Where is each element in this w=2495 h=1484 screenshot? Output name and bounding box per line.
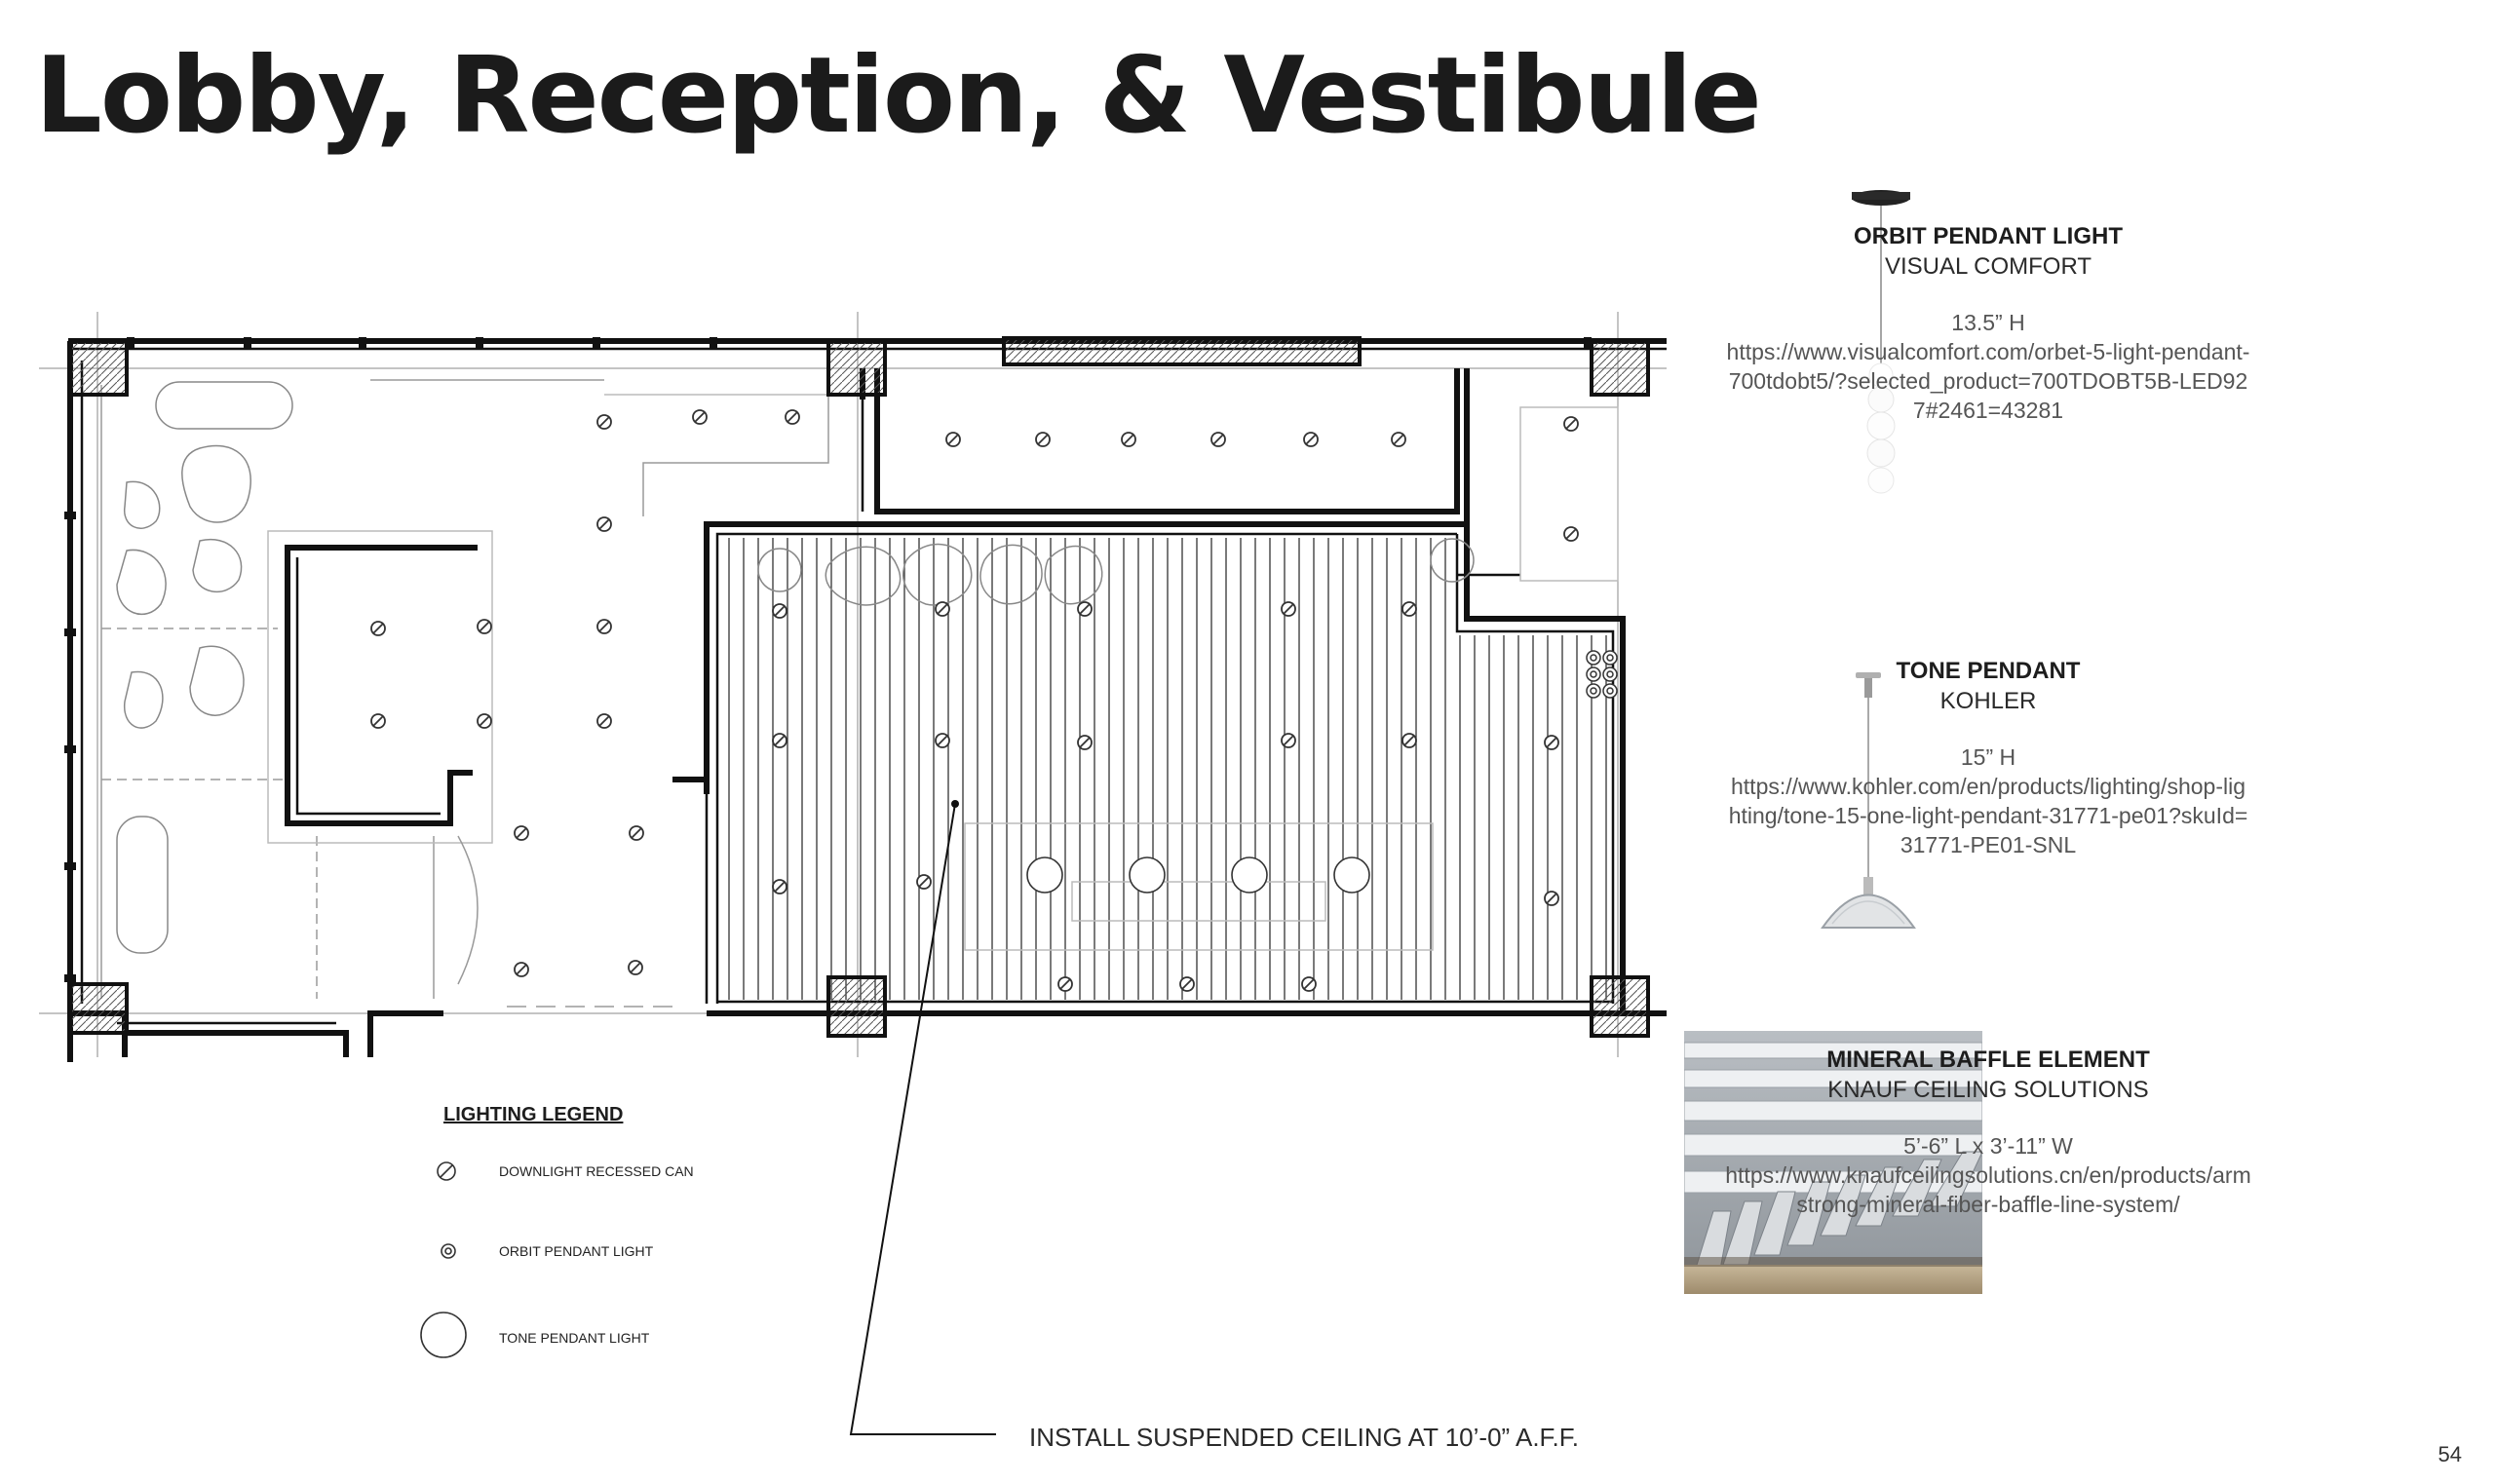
downlight-fixture: [1180, 977, 1194, 991]
downlight-fixture: [1282, 734, 1295, 747]
legend-title: LIGHTING LEGEND: [443, 1104, 624, 1125]
tone-pendant-fixtures: [1027, 857, 1369, 893]
downlight-fixture: [478, 714, 491, 728]
fixture-tone-pendant: [1725, 656, 2251, 860]
downlight-fixture: [515, 826, 528, 840]
walls: [68, 341, 1667, 1062]
downlight-fixture: [1122, 433, 1135, 446]
fixture-maker: KOHLER: [1939, 688, 2037, 715]
legend-label-orbit: ORBIT PENDANT LIGHT: [499, 1243, 654, 1259]
page-title: Lobby, Reception, & Vestibule: [35, 35, 1760, 157]
fixture-maker: KNAUF CEILING SOLUTIONS: [1827, 1077, 2149, 1104]
downlight-fixture: [597, 415, 611, 429]
downlight-fixture: [773, 734, 787, 747]
downlight-fixture: [1078, 602, 1092, 616]
downlight-fixture: [1545, 736, 1558, 749]
fixture-url[interactable]: https://www.knaufceilingsolutions.cn/en/products/armstrong-mineral-fiber-baffle-line-system/: [1725, 1162, 2251, 1218]
orbit-pendant-cluster: [1587, 651, 1617, 698]
fixture-name: TONE PENDANT: [1896, 658, 2081, 684]
downlight-fixture: [1304, 433, 1318, 446]
downlight-fixture: [1036, 433, 1050, 446]
legend-symbols: [421, 1162, 466, 1357]
tone-pendant-symbol: [421, 1313, 466, 1357]
downlight-fixture: [629, 961, 642, 974]
downlight-fixture: [1078, 736, 1092, 749]
ceiling-callout: INSTALL SUSPENDED CEILING AT 10’-0” A.F.F.: [1029, 1423, 1579, 1452]
fixture-dimension: 15” H: [1960, 744, 2016, 771]
downlight-fixture: [1564, 527, 1578, 541]
ceiling-slats: [729, 538, 1606, 1000]
legend-label-tone: TONE PENDANT LIGHT: [499, 1330, 650, 1346]
downlight-fixture: [917, 875, 931, 889]
downlight-fixture: [597, 620, 611, 633]
downlight-fixture: [1392, 433, 1405, 446]
downlight-fixture: [936, 602, 949, 616]
downlight-fixture: [1402, 734, 1416, 747]
interior-lines: [101, 380, 1618, 1007]
columns: [70, 338, 1648, 1036]
downlight-fixture: [773, 880, 787, 894]
thin-walls: [68, 349, 1667, 1023]
downlight-fixture: [1402, 602, 1416, 616]
downlight-fixture: [371, 622, 385, 635]
callout-leader: [851, 804, 996, 1434]
downlight-fixture: [1211, 433, 1225, 446]
downlight-fixture: [630, 826, 643, 840]
downlight-fixture: [515, 963, 528, 976]
downlight-fixture: [1545, 892, 1558, 905]
page-number: 54: [2437, 1442, 2462, 1466]
downlight-fixtures: [371, 410, 1578, 991]
downlight-fixture: [597, 517, 611, 531]
downlight-fixture: [786, 410, 799, 424]
downlight-symbol: [438, 1162, 455, 1180]
fixture-orbit-pendant: [1725, 221, 2251, 426]
orbit-pendant-symbol: [441, 1244, 455, 1258]
downlight-fixture: [946, 433, 960, 446]
downlight-fixture: [1282, 602, 1295, 616]
downlight-fixture: [1302, 977, 1316, 991]
downlight-fixture: [1058, 977, 1072, 991]
downlight-fixture: [478, 620, 491, 633]
downlight-fixture: [1564, 417, 1578, 431]
fixture-mineral-baffle: [1725, 1045, 2251, 1220]
fixture-maker: VISUAL COMFORT: [1884, 253, 2092, 281]
downlight-fixture: [693, 410, 707, 424]
fixture-url[interactable]: https://www.visualcomfort.com/orbet-5-light-pendant-700tdobt5/?selected_product=700TDOBT5B-LED927#2461=43281: [1726, 339, 2250, 424]
callout-dot: [951, 800, 959, 808]
legend-label-downlight: DOWNLIGHT RECESSED CAN: [499, 1163, 694, 1179]
fixture-url[interactable]: https://www.kohler.com/en/products/lighting/shop-lighting/tone-15-one-light-pendant-31771-pe01?skuId=31771-PE01-SNL: [1728, 774, 2248, 858]
fixture-name: ORBIT PENDANT LIGHT: [1854, 223, 2123, 249]
fixture-dimension: 13.5” H: [1951, 310, 2025, 336]
downlight-fixture: [371, 714, 385, 728]
fixture-dimension: 5’-6” L x 3’-11” W: [1903, 1133, 2073, 1160]
fixture-name: MINERAL BAFFLE ELEMENT: [1826, 1046, 2150, 1073]
downlight-fixture: [773, 604, 787, 618]
downlight-fixture: [597, 714, 611, 728]
downlight-fixture: [936, 734, 949, 747]
